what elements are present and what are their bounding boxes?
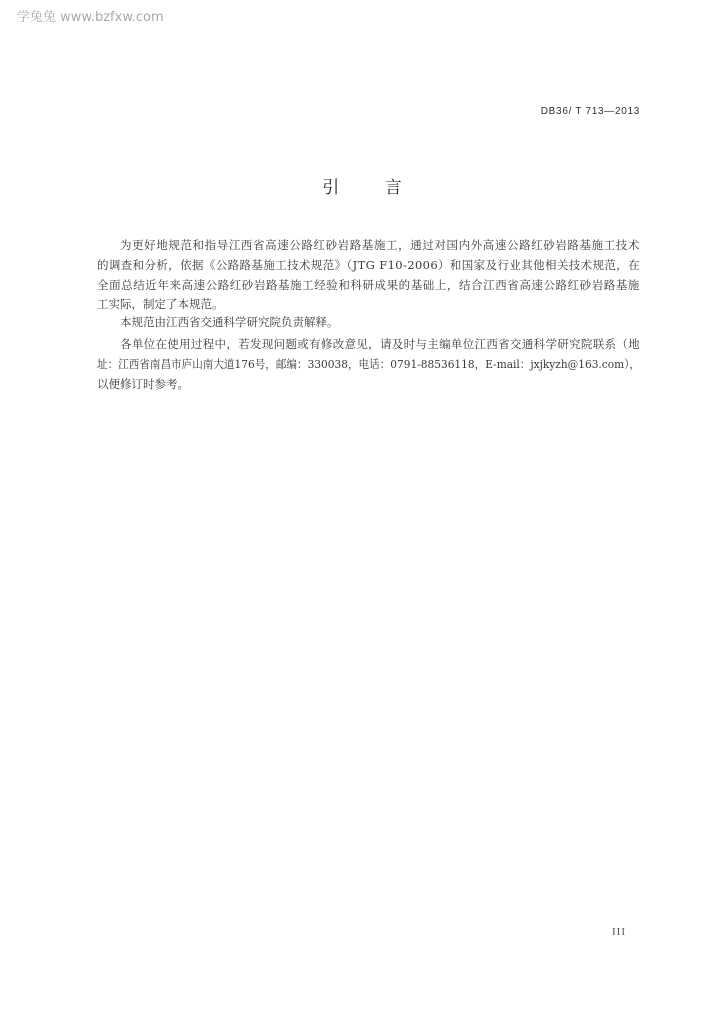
page-number: III — [612, 926, 626, 938]
line-text: 的调查和分析，依据《公路路基施工技术规范》（JTG F10-2006）和国家及行业其他相关技术规范，在 — [97, 258, 640, 272]
line-text: 为更好地规范和指导江西省高速公路红砂岩路基施工，通过对国内外高速公路红砂岩路基施工技术 — [120, 238, 640, 252]
paragraph-line — [97, 257, 640, 273]
paragraph-line — [120, 314, 640, 330]
paragraph-line — [120, 237, 640, 253]
paragraph-line — [97, 277, 640, 293]
paragraph-line — [120, 336, 640, 352]
line-text: 址：江西省南昌市庐山南大道176号，邮编：330038，电话：0791-88536118，E-mail：jxjkyzh@163.com）， — [97, 357, 640, 371]
watermark: 学兔兔 www.bzfxw.com — [17, 10, 164, 25]
paragraph-line — [97, 376, 640, 392]
line-text: 各单位在使用过程中，若发现问题或有修改意见，请及时与主编单位江西省交通科学研究院联系（地 — [120, 337, 640, 351]
line-text: 以便修订时参考。 — [97, 377, 189, 391]
paragraph-line — [97, 356, 640, 372]
line-text: 本规范由江西省交通科学研究院负责解释。 — [120, 315, 339, 329]
standard-number: DB36/ T 713—2013 — [540, 106, 640, 117]
line-text: 全面总结近年来高速公路红砂岩路基施工经验和科研成果的基础上，结合江西省高速公路红砂岩路基施 — [97, 278, 640, 292]
line-text: 工实际，制定了本规范。 — [97, 297, 224, 311]
paragraph-line — [97, 296, 640, 312]
page-title: 引 言 — [322, 178, 402, 198]
